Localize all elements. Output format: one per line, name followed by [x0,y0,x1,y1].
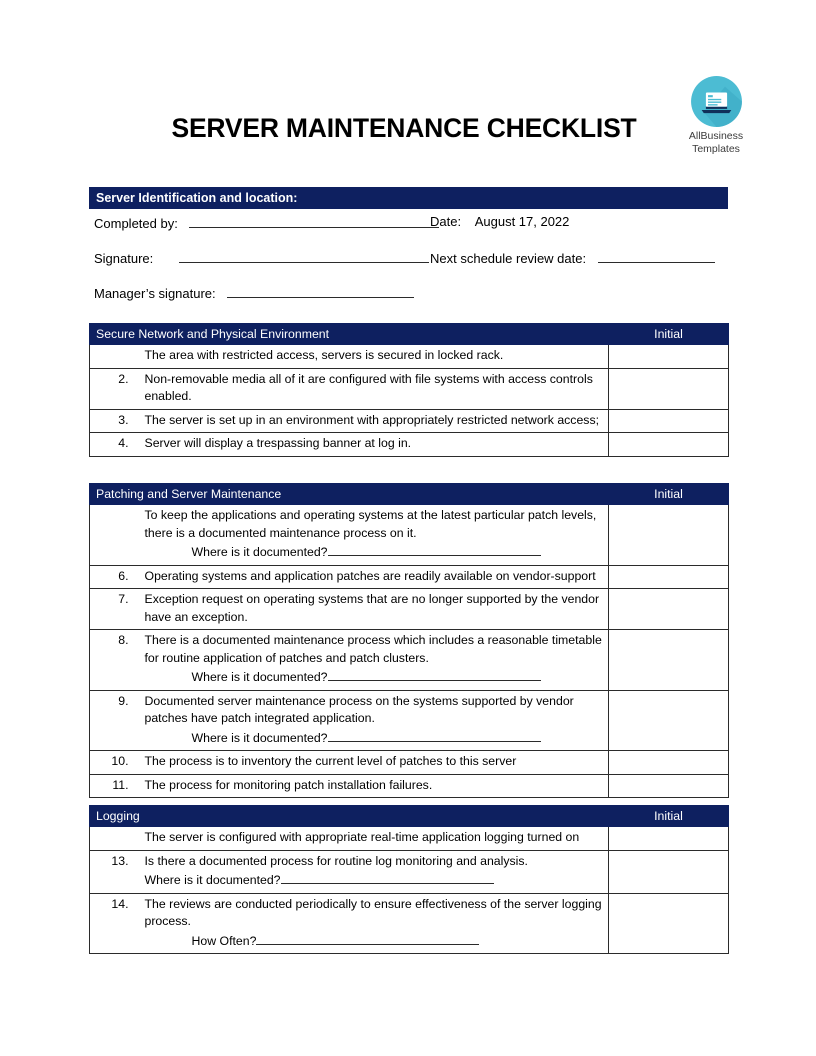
row-text: Operating systems and application patches are readily available on vendor-support [136,565,609,589]
table-row [90,827,729,851]
row-text: The process for monitoring patch installation failures. [136,774,609,798]
row-number: 7. [90,589,136,630]
row-number: 13. [90,850,136,893]
row-text: The process is to inventory the current level of patches to this server [136,751,609,775]
allbusiness-templates-logo [677,75,755,155]
table-row [90,690,729,751]
row-subquestion [145,667,605,687]
row-text-cell [136,850,609,893]
section-heading: Secure Network and Physical Environment [90,324,609,345]
row-number [90,827,136,851]
row-subquestion-input[interactable] [281,870,494,884]
row-text: Server will display a trespassing banner at log in. [136,433,609,457]
date-value[interactable]: August 17, 2022 [474,214,570,229]
table-header-row [90,324,729,345]
row-subquestion-label: Where is it documented? [144,873,281,887]
row-number: 4. [90,433,136,457]
initial-cell[interactable] [609,409,729,433]
row-text: The reviews are conducted periodically to ensure effectiveness of the server logging process. [144,896,602,928]
row-text: The server is set up in an environment with appropriately restricted network access; [136,409,609,433]
row-number: 8. [90,630,136,691]
initial-column-header: Initial [609,324,729,345]
manager-signature-field [94,284,414,301]
identification-fields [89,213,728,301]
row-subquestion [145,870,605,890]
row-text: Non-removable media all of it are configured with file systems with access controls enabled. [136,368,609,409]
checklist-table-patching [89,483,729,798]
document-header [88,70,748,165]
row-text: To keep the applications and operating systems at the latest particular patch levels, there is a documented maintenance process on it. [144,508,597,540]
row-text-cell [136,630,609,691]
row-text: There is a documented maintenance process which includes a reasonable timetable for routine application of patches and patch clusters. [144,633,602,665]
initial-cell[interactable] [609,850,729,893]
manager-signature-label: Manager’s signature: [94,286,216,301]
checklist-table-secure-network [89,323,729,457]
completed-by-field [94,214,439,231]
row-text: The area with restricted access, servers is secured in locked rack. [136,345,609,369]
row-subquestion-input[interactable] [328,728,541,742]
initial-cell[interactable] [609,690,729,751]
row-subquestion-label: How Often? [191,933,257,948]
initial-cell[interactable] [609,589,729,630]
signature-input[interactable] [179,249,429,263]
initial-cell[interactable] [609,565,729,589]
initial-cell[interactable] [609,505,729,566]
initial-cell[interactable] [609,751,729,775]
next-review-label: Next schedule review date: [430,251,587,266]
logo-text-line1: AllBusiness [688,130,744,142]
row-number: 3. [90,409,136,433]
server-identification-bar: Server Identification and location: [89,187,728,209]
row-text: The server is configured with appropriate real-time application logging turned on [136,827,609,851]
row-text: Is there a documented process for routine log monitoring and analysis. [144,853,528,868]
row-number [90,345,136,369]
row-subquestion-label: Where is it documented? [191,730,328,745]
row-subquestion-input[interactable] [256,931,479,945]
table-row [90,774,729,798]
row-subquestion [145,931,605,951]
logo-text-line2: Templates [692,142,740,155]
initial-cell[interactable] [609,345,729,369]
table-row [90,368,729,409]
row-number: 11. [90,774,136,798]
initial-cell[interactable] [609,630,729,691]
next-review-field [430,249,715,266]
row-number: 14. [90,893,136,954]
row-number: 6. [90,565,136,589]
date-field [430,214,569,229]
section-heading: Logging [90,806,609,827]
completed-by-label: Completed by: [94,216,178,231]
row-text: Exception request on operating systems that are no longer supported by the vendor have an exception. [136,589,609,630]
server-identification-block [89,187,728,301]
next-review-input[interactable] [598,249,715,263]
row-subquestion [145,542,605,562]
row-number [90,505,136,566]
table-row [90,345,729,369]
row-number: 10. [90,751,136,775]
row-text-cell [136,893,609,954]
table-row [90,505,729,566]
row-text-cell [136,690,609,751]
table-row [90,893,729,954]
table-row [90,850,729,893]
manager-signature-input[interactable] [227,284,414,298]
row-subquestion-input[interactable] [328,667,541,681]
table-header-row [90,484,729,505]
initial-cell[interactable] [609,893,729,954]
laptop-icon [690,75,743,128]
signature-field [94,249,429,266]
signature-label: Signature: [94,251,154,266]
table-row [90,589,729,630]
row-text: Documented server maintenance process on the systems supported by vendor patches have patch integrated application. [144,693,574,725]
table-row [90,433,729,457]
initial-cell[interactable] [609,827,729,851]
logo-text [677,130,755,155]
table-header-row [90,806,729,827]
initial-cell[interactable] [609,433,729,457]
completed-by-input[interactable] [189,214,439,228]
row-subquestion-input[interactable] [328,542,541,556]
row-number: 9. [90,690,136,751]
row-subquestion [145,728,605,748]
initial-column-header: Initial [609,806,729,827]
table-row [90,565,729,589]
checklist-table-logging [89,805,729,954]
table-row [90,409,729,433]
initial-column-header: Initial [609,484,729,505]
initial-cell[interactable] [609,774,729,798]
section-heading: Patching and Server Maintenance [90,484,609,505]
row-number: 2. [90,368,136,409]
page-title: SERVER MAINTENANCE CHECKLIST [171,113,637,143]
initial-cell[interactable] [609,368,729,409]
table-row [90,630,729,691]
row-subquestion-label: Where is it documented? [191,670,328,684]
row-subquestion-label: Where is it documented? [191,545,328,559]
date-label: Date: [430,214,462,229]
row-text-cell [136,505,609,566]
table-row [90,751,729,775]
